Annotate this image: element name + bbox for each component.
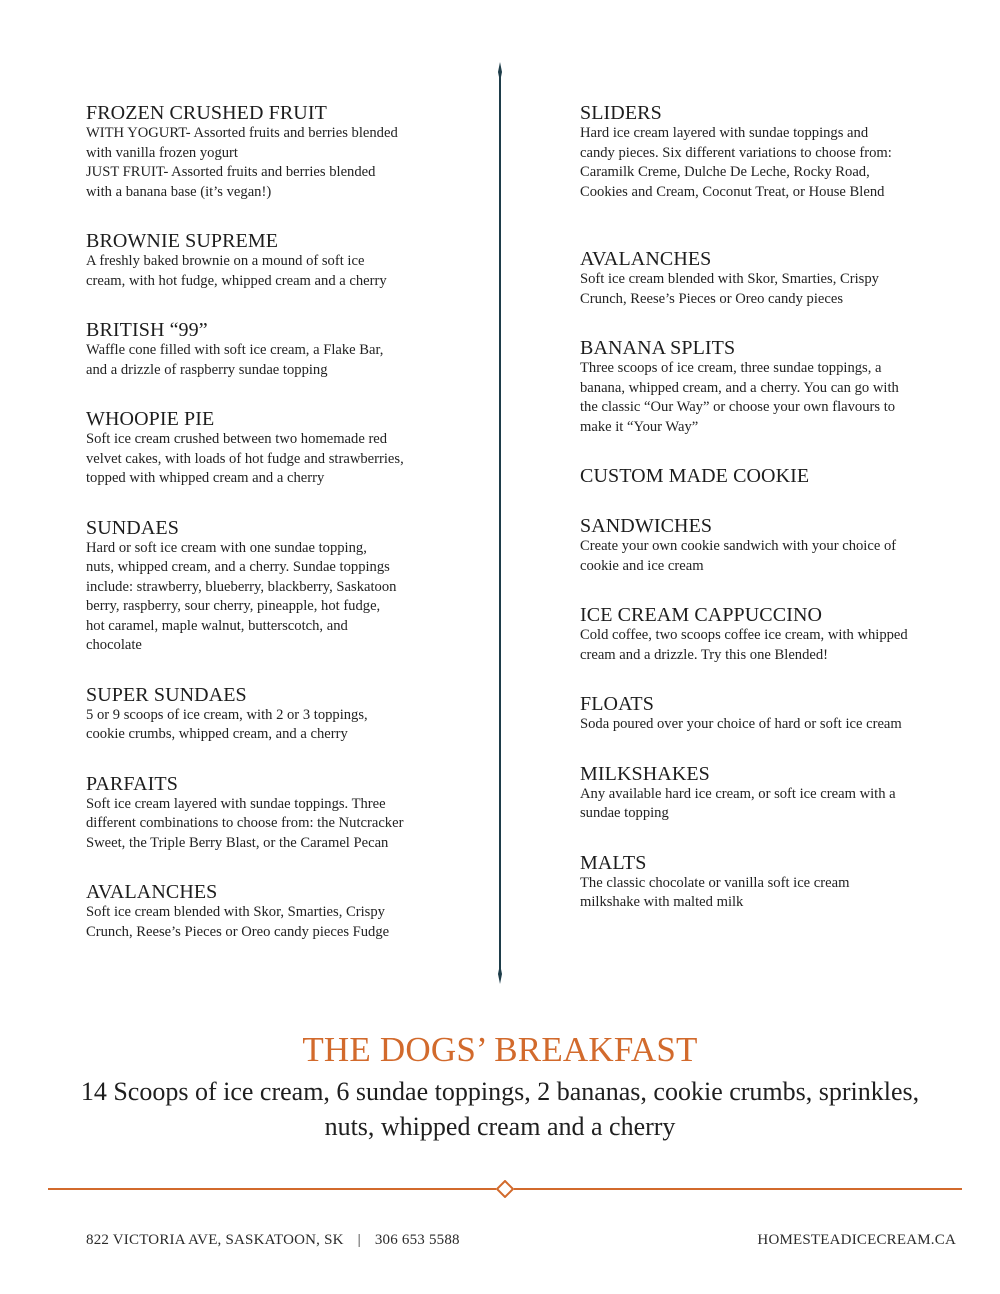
footer-phone: 306 653 5588 xyxy=(374,1232,460,1248)
menu-item-description: Soft ice cream layered with sundae toppings. Three different combinations to choose from: the Nutcracker Sweet, the Triple Berry Blast, or the Caramel Pecan xyxy=(86,795,404,851)
menu-column-left xyxy=(86,98,456,942)
menu-item-description: Soda poured over your choice of hard or soft ice cream xyxy=(580,716,902,732)
menu-item-title: SUNDAES xyxy=(86,516,179,539)
menu-item-title: BANANA SPLITS xyxy=(580,337,736,359)
menu-item-title: AVALANCHES xyxy=(580,248,712,270)
menu-item-description: Hard ice cream layered with sundae toppings and candy pieces. Six different variations to choose from: Caramilk Creme, Dulche De Leche, Rocky Road, Cookies and Cream, Coconut Treat, or House Blend xyxy=(580,125,892,200)
menu-item-avalanches-left xyxy=(86,881,456,942)
footer-contact xyxy=(86,1232,460,1249)
menu-item-sandwiches xyxy=(580,515,960,576)
menu-item-title: PARFAITS xyxy=(86,772,178,795)
menu-item-super-sundaes xyxy=(86,684,456,745)
menu-item-whoopie-pie xyxy=(86,408,456,489)
menu-item-description: Soft ice cream crushed between two homemade red velvet cakes, with loads of hot fudge and strawberries, topped with whipped cream and a cherry xyxy=(86,431,404,486)
menu-item-brownie-supreme xyxy=(86,230,456,291)
diamond-icon xyxy=(497,1181,513,1197)
menu-item-title: BRITISH “99” xyxy=(86,319,208,341)
menu-item-title: SLIDERS xyxy=(580,102,662,124)
menu-item-title: CUSTOM MADE COOKIE xyxy=(580,465,810,487)
menu-item-title: BROWNIE SUPREME xyxy=(86,230,279,252)
feature-description: 14 Scoops of ice cream, 6 sundae toppings, 2 bananas, cookie crumbs, sprinkles, nuts, whipped cream and a cherry xyxy=(80,1077,920,1141)
column-divider xyxy=(498,62,502,984)
menu-item-avalanches-right xyxy=(580,248,960,309)
menu-item-malts xyxy=(580,852,960,913)
menu-item-description: Any available hard ice cream, or soft ice cream with a sundae topping xyxy=(580,785,896,821)
menu-item-description: 5 or 9 scoops of ice cream, with 2 or 3 toppings, cookie crumbs, whipped cream, and a cherry xyxy=(86,706,368,742)
menu-item-frozen-crushed-fruit xyxy=(86,102,456,202)
menu-item-title: SANDWICHES xyxy=(580,515,713,537)
menu-item-title: FLOATS xyxy=(580,693,654,715)
menu-item-description: Three scoops of ice cream, three sundae toppings, a banana, whipped cream, and a cherry. You can go with the classic “Our Way” or choose your own flavours to make it “Your Way” xyxy=(580,360,899,435)
menu-item-custom-made-cookie xyxy=(580,465,960,487)
menu-item-description: A freshly baked brownie on a mound of soft ice cream, with hot fudge, whipped cream and a cherry xyxy=(86,253,387,289)
menu-item-description: WITH YOGURT- Assorted fruits and berries blended with vanilla frozen yogurt JUST FRUIT- Assorted fruits and berries blended with a banana base (it’s vegan!) xyxy=(86,125,398,200)
feature-title: THE DOGS’ BREAKFAST xyxy=(302,1030,698,1069)
menu-item-milkshakes xyxy=(580,763,960,824)
menu-item-title: FROZEN CRUSHED FRUIT xyxy=(86,102,327,124)
menu-item-description: Hard or soft ice cream with one sundae topping, nuts, whipped cream, and a cherry. Sundae toppings include: strawberry, blueberry, blackberry, Saskatoon berry, raspberry, sour cherry, pineapple, hot fudge, hot caramel, maple walnut, butterscotch, and chocolate xyxy=(86,539,397,653)
column-divider-line xyxy=(498,62,502,984)
menu-item-sundaes xyxy=(86,517,456,656)
menu-item-british-99 xyxy=(86,319,456,380)
menu-item-title: MALTS xyxy=(580,851,647,874)
menu-item-title: ICE CREAM CAPPUCCINO xyxy=(580,604,823,626)
menu-item-sliders xyxy=(580,102,960,202)
menu-item-ice-cream-cappuccino xyxy=(580,604,960,665)
menu-item-title: SUPER SUNDAES xyxy=(86,683,247,706)
footer-separator: | xyxy=(357,1232,361,1248)
menu-item-description: Create your own cookie sandwich with your choice of cookie and ice cream xyxy=(580,538,897,574)
menu-item-description: Waffle cone filled with soft ice cream, a Flake Bar, and a drizzle of raspberry sundae topping xyxy=(86,342,384,378)
footer-divider xyxy=(48,1180,962,1198)
menu-item-description: Cold coffee, two scoops coffee ice cream, with whipped cream and a drizzle. Try this one Blended! xyxy=(580,627,908,663)
menu-item-title: MILKSHAKES xyxy=(580,762,710,785)
menu-column-right xyxy=(580,98,960,913)
menu-item-title: AVALANCHES xyxy=(86,881,218,903)
menu-item-parfaits xyxy=(86,773,456,854)
menu-item-description: Soft ice cream blended with Skor, Smarties, Crispy Crunch, Reese’s Pieces or Oreo candy pieces Fudge xyxy=(86,904,390,940)
footer-address: 822 VICTORIA AVE, SASKATOON, SK xyxy=(86,1232,344,1248)
menu-item-title: WHOOPIE PIE xyxy=(86,408,215,430)
menu-item-description: The classic chocolate or vanilla soft ice cream milkshake with malted milk xyxy=(580,874,850,910)
menu-item-floats xyxy=(580,693,960,735)
footer-website-link[interactable]: HOMESTEADICECREAM.CA xyxy=(757,1232,956,1248)
menu-item-description: Soft ice cream blended with Skor, Smarties, Crispy Crunch, Reese’s Pieces or Oreo candy pieces xyxy=(580,271,879,307)
footer-divider-line xyxy=(48,1180,962,1198)
menu-item-banana-splits xyxy=(580,337,960,437)
